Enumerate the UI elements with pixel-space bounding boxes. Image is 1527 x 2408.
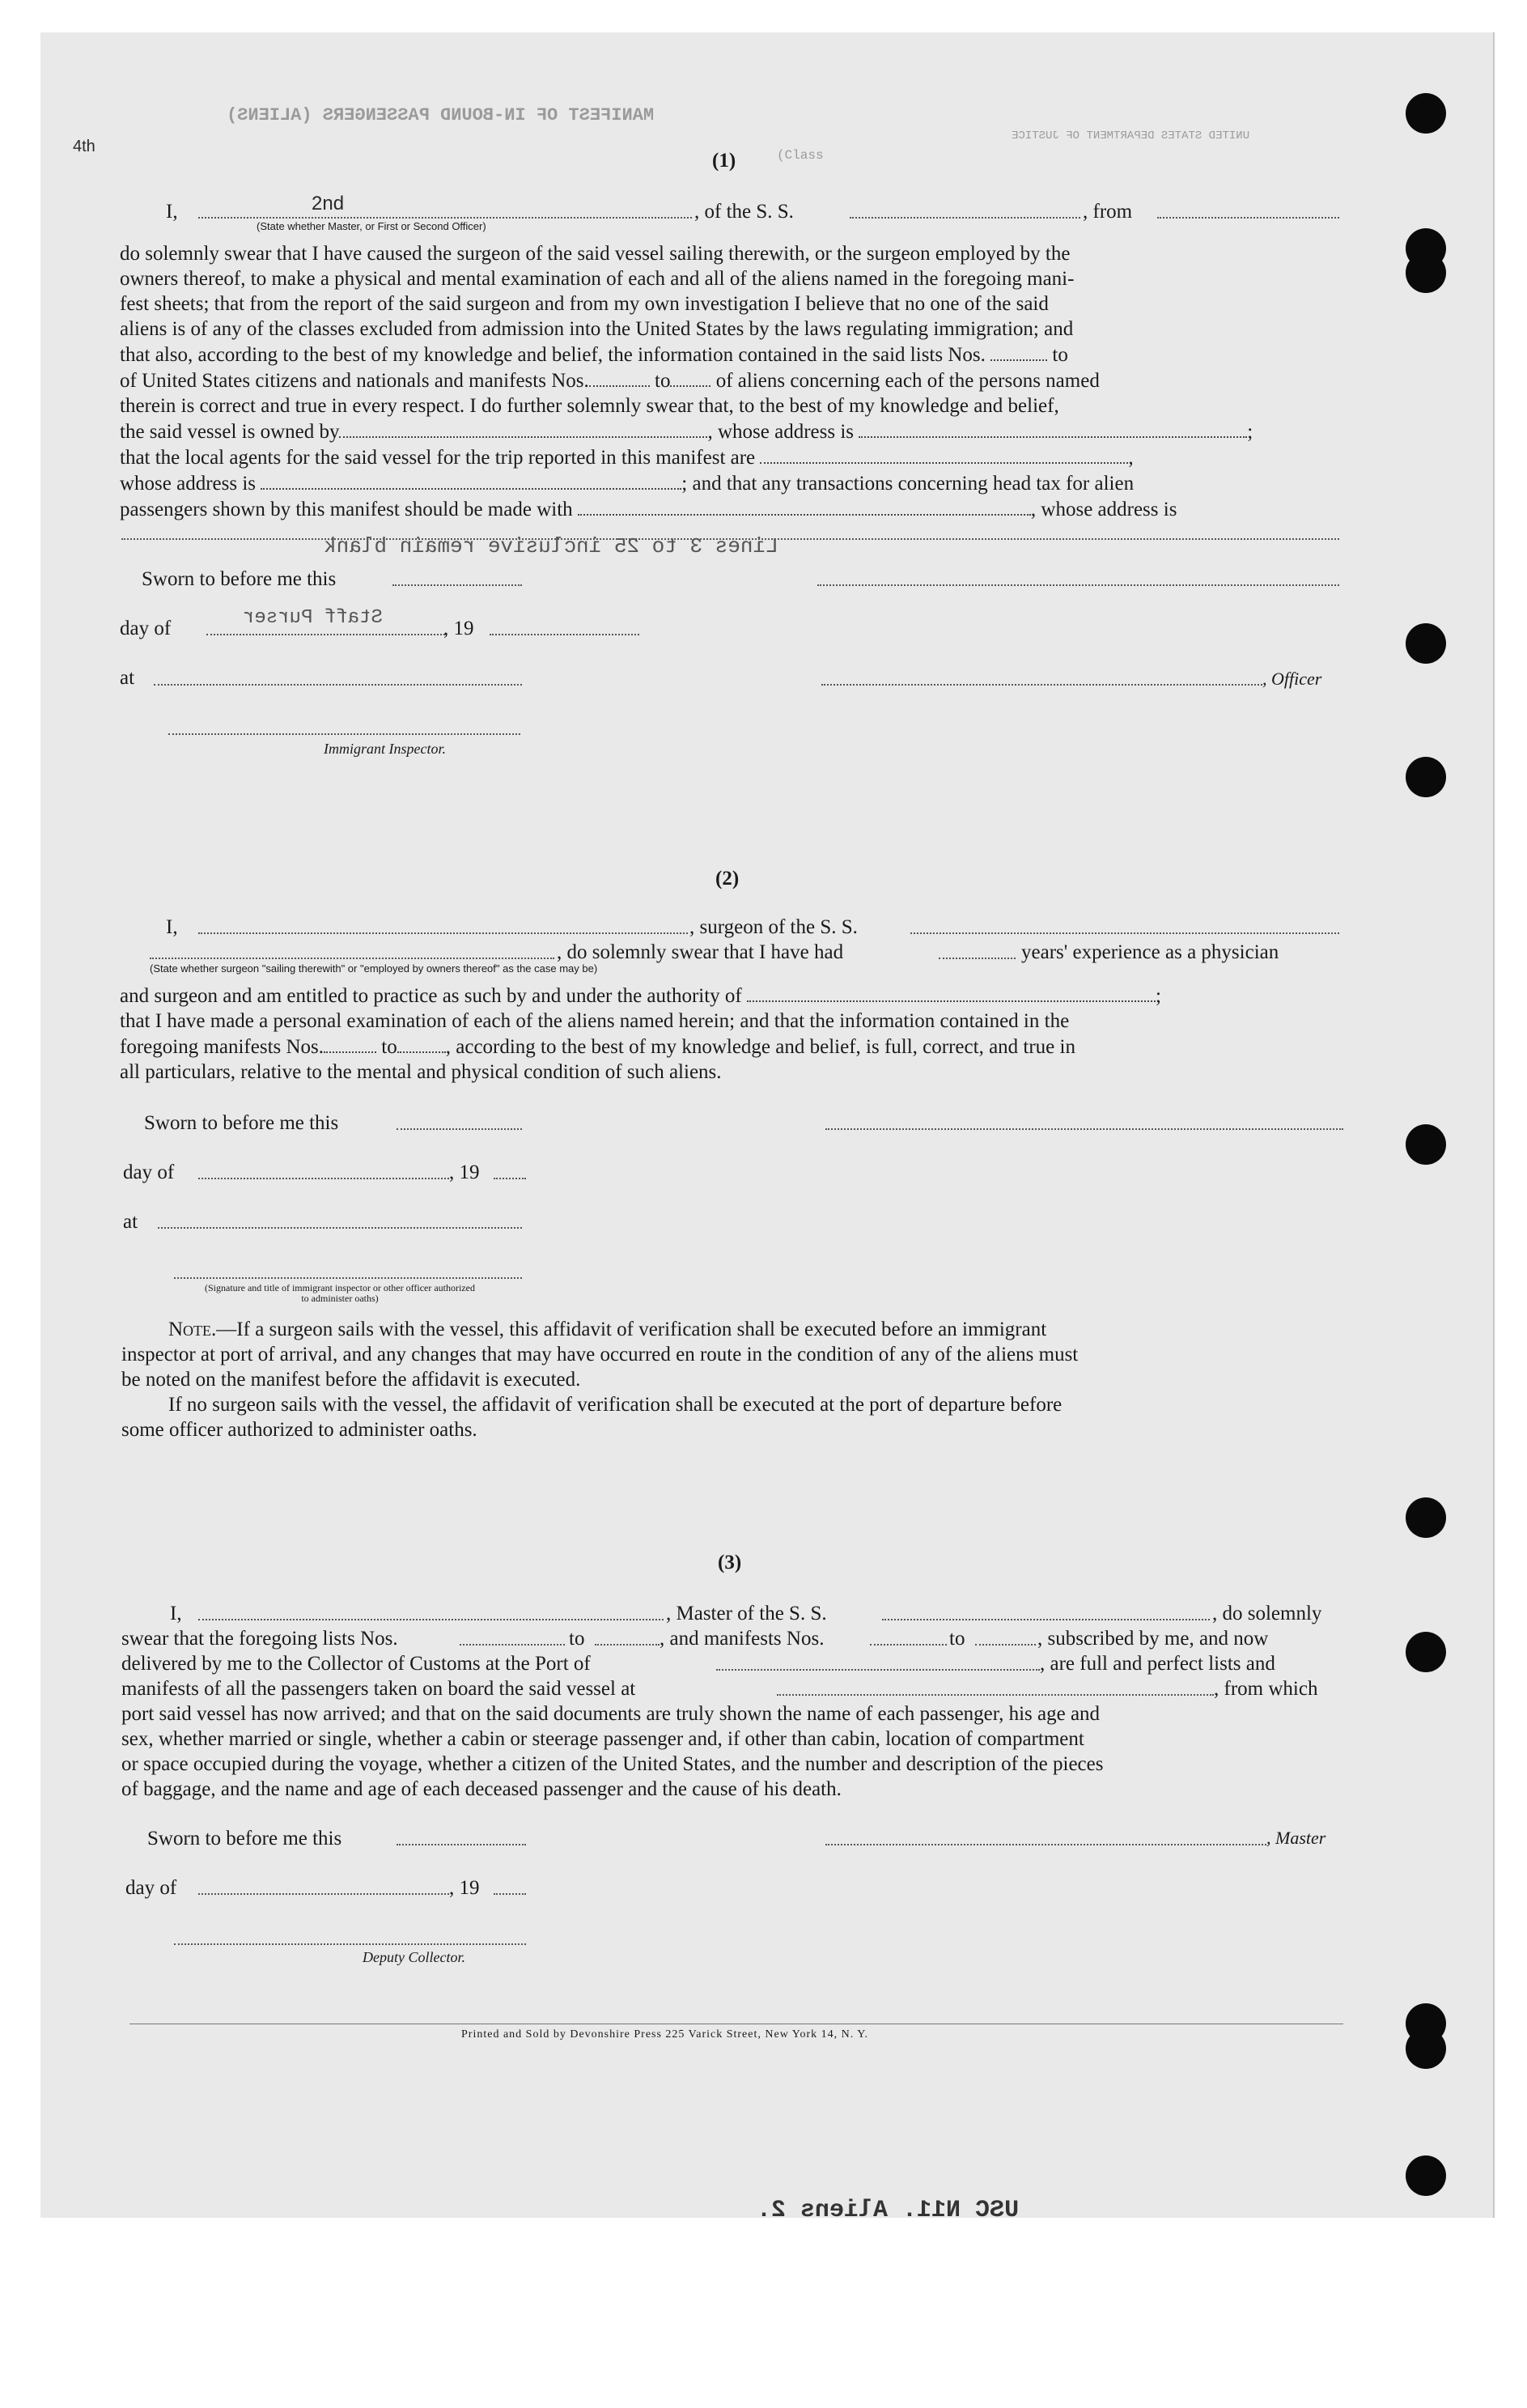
s2-name-field[interactable] bbox=[198, 932, 688, 934]
punch-hole bbox=[1406, 1632, 1446, 1672]
s3-line4b: , from which bbox=[1214, 1678, 1318, 1700]
s1-immigrant-inspector: Immigrant Inspector. bbox=[324, 741, 446, 757]
s3-line: or space occupied during the voyage, whether a citizen of the United States, and the number and description of the pieces bbox=[121, 1753, 1104, 1775]
punch-hole bbox=[1406, 2028, 1446, 2069]
s1-day-of: day of bbox=[120, 618, 172, 639]
s2-line: that I have made a personal examination of each of the aliens named herein; and that the information contained in the bbox=[120, 1010, 1070, 1032]
s1-staff-purser: Staff Purser bbox=[243, 607, 383, 629]
s2-surgeon-of: , surgeon of the S. S. bbox=[689, 916, 858, 938]
s1-filled-rank: 2nd bbox=[312, 193, 345, 214]
s1-sworn-field[interactable] bbox=[392, 584, 522, 586]
s3-deputy-collector: Deputy Collector. bbox=[363, 1949, 465, 1965]
s2-note-block bbox=[121, 1317, 1343, 1442]
s2-signature-field[interactable] bbox=[825, 1128, 1343, 1130]
s1-at: at bbox=[120, 667, 135, 689]
s1-year: , 19 bbox=[443, 618, 474, 639]
s3-line: port said vessel has now arrived; and that on the said documents are truly shown the name of each passenger, his age and bbox=[121, 1703, 1101, 1725]
s2-line: all particulars, relative to the mental and physical condition of such aliens. bbox=[120, 1061, 722, 1083]
s3-collector-line[interactable] bbox=[174, 1943, 526, 1945]
s3-day-of: day of bbox=[125, 1877, 177, 1899]
s2-ship-field[interactable] bbox=[910, 932, 1339, 934]
s1-line: that the local agents for the said vessel for the trip reported in this manifest are , bbox=[120, 444, 1342, 470]
s1-body bbox=[120, 241, 1342, 522]
s1-i: I, bbox=[166, 201, 178, 223]
punch-hole bbox=[1406, 1497, 1446, 1538]
s1-line-note: (State whether Master, or First or Second Officer) bbox=[257, 220, 486, 232]
s3-line4a: manifests of all the passengers taken on board the said vessel at bbox=[121, 1678, 636, 1700]
s1-line: the said vessel is owned by , whose address is ; bbox=[120, 418, 1342, 444]
s3-master-of: , Master of the S. S. bbox=[666, 1603, 827, 1624]
s1-line: therein is correct and true in every respect. I do further solemnly swear that, to the best of my knowledge and belief, bbox=[120, 395, 1059, 417]
s3-line3b: , are full and perfect lists and bbox=[1040, 1653, 1275, 1675]
section-1-number: (1) bbox=[712, 150, 736, 172]
s3-manifests-from[interactable] bbox=[870, 1644, 947, 1646]
s2-note-line: If no surgeon sails with the vessel, the affidavit of verification shall be executed at the port of departure before bbox=[168, 1394, 1063, 1416]
punch-hole bbox=[1406, 623, 1446, 664]
s1-line: passengers shown by this manifest should be made with , whose address is bbox=[120, 496, 1342, 522]
s2-year-field[interactable] bbox=[494, 1178, 526, 1179]
s3-line: of baggage, and the name and age of each deceased passenger and the cause of his death. bbox=[121, 1778, 842, 1800]
s2-line2-field[interactable] bbox=[150, 958, 554, 959]
s2-inspector-line[interactable] bbox=[174, 1277, 522, 1279]
s3-line2b: , and manifests Nos. bbox=[660, 1628, 825, 1650]
s2-i: I, bbox=[166, 916, 178, 938]
s2-at-field[interactable] bbox=[158, 1227, 522, 1229]
s3-solemnly: , do solemnly bbox=[1212, 1603, 1322, 1624]
section-3-number: (3) bbox=[718, 1552, 742, 1573]
s1-of-ss: , of the S. S. bbox=[694, 201, 794, 223]
s2-sworn-field[interactable] bbox=[397, 1128, 522, 1130]
ghost-title: MANIFEST OF IN-BOUND PASSENGERS (ALIENS) bbox=[227, 105, 655, 125]
s2-body bbox=[120, 983, 1342, 1085]
ghost-class: (Class bbox=[777, 148, 824, 163]
s3-line3a: delivered by me to the Collector of Customs at the Port of bbox=[121, 1653, 591, 1675]
s3-name-field[interactable] bbox=[198, 1619, 664, 1620]
s1-signature-field[interactable] bbox=[817, 584, 1339, 586]
s1-from: , from bbox=[1083, 201, 1133, 223]
s1-line: fest sheets; that from the report of the said surgeon and from my own investigation I believe that no one of the said bbox=[120, 293, 1049, 315]
s3-year-field[interactable] bbox=[494, 1893, 526, 1895]
s3-master-label: , Master bbox=[1266, 1828, 1326, 1848]
s1-year-field[interactable] bbox=[490, 634, 639, 635]
s1-ship-field[interactable] bbox=[850, 217, 1080, 219]
s3-i: I, bbox=[170, 1603, 182, 1624]
s3-body bbox=[121, 1701, 1343, 1802]
s1-stamp: Lines 3 to 25 inclusive remain blank bbox=[324, 534, 778, 558]
s2-at: at bbox=[123, 1211, 138, 1233]
s1-line: aliens is of any of the classes excluded from admission into the United States by the laws regulating immigration; and bbox=[120, 318, 1074, 340]
s2-note-line: be noted on the manifest before the affidavit is executed. bbox=[121, 1369, 581, 1391]
s3-year: , 19 bbox=[449, 1877, 480, 1899]
punch-hole bbox=[1406, 2155, 1446, 2196]
s3-day-field[interactable] bbox=[198, 1893, 449, 1895]
s1-line: owners thereof, to make a physical and mental examination of each and all of the aliens named in the foregoing mani- bbox=[120, 268, 1075, 290]
s3-vessel-at-field[interactable] bbox=[777, 1694, 1214, 1696]
s2-sworn: Sworn to before me this bbox=[144, 1112, 339, 1134]
ghost-right: UNITED STATES DEPARTMENT OF JUSTICE bbox=[1012, 130, 1250, 142]
s3-port-field[interactable] bbox=[716, 1669, 1040, 1671]
s2-note-line: some officer authorized to administer oaths. bbox=[121, 1419, 477, 1441]
s2-line: and surgeon and am entitled to practice as such by and under the authority of ; bbox=[120, 983, 1342, 1009]
s3-line2a: swear that the foregoing lists Nos. bbox=[121, 1628, 398, 1650]
s3-to1: to bbox=[569, 1628, 585, 1650]
s2-experience: years' experience as a physician bbox=[1021, 941, 1279, 963]
s3-line2c: , subscribed by me, and now bbox=[1037, 1628, 1269, 1650]
s3-to2: to bbox=[949, 1628, 965, 1650]
s2-day-of: day of bbox=[123, 1162, 175, 1183]
s1-officer-label: , Officer bbox=[1262, 669, 1322, 689]
punch-hole bbox=[1406, 253, 1446, 293]
s2-sig-caption: (Signature and title of immigrant inspector or other officer authorized to administer oaths) bbox=[204, 1282, 475, 1304]
s1-line: of United States citizens and nationals and manifests Nos. to of aliens concerning each of the persons named bbox=[120, 367, 1342, 393]
section-2-number: (2) bbox=[715, 868, 740, 890]
printer-imprint: Printed and Sold by Devonshire Press 225 Varick Street, New York 14, N. Y. bbox=[461, 2028, 869, 2041]
s1-line: do solemnly swear that I have caused the surgeon of the said vessel sailing therewith, or the surgeon employed by the bbox=[120, 243, 1071, 265]
s2-day-field[interactable] bbox=[198, 1178, 449, 1179]
s2-note: (State whether surgeon "sailing therewith" or "employed by owners thereof" as the case may be) bbox=[150, 962, 598, 975]
s1-day-field[interactable] bbox=[206, 634, 445, 635]
s3-sworn: Sworn to before me this bbox=[147, 1828, 342, 1850]
mirrored-stamp: USC N11. Aliens 2. bbox=[757, 2197, 1020, 2224]
margin-mark: 4th bbox=[73, 138, 95, 155]
s3-ship-field[interactable] bbox=[882, 1619, 1210, 1620]
s1-from-field[interactable] bbox=[1157, 217, 1339, 219]
punch-hole bbox=[1406, 93, 1446, 134]
s2-note-line: inspector at port of arrival, and any changes that may have occurred en route in the condition of any of the aliens must bbox=[121, 1344, 1079, 1365]
s3-line: sex, whether married or single, whether a cabin or steerage passenger and, if other than cabin, location of compartment bbox=[121, 1728, 1084, 1750]
s2-swear: , do solemnly swear that I have had bbox=[557, 941, 844, 963]
s2-note-line: Note.—If a surgeon sails with the vessel, this affidavit of verification shall be executed before an immigrant bbox=[168, 1319, 1047, 1340]
s3-sworn-field[interactable] bbox=[397, 1844, 526, 1845]
s1-line: whose address is ; and that any transactions concerning head tax for alien bbox=[120, 470, 1342, 496]
s1-inspector-line[interactable] bbox=[168, 733, 520, 735]
s3-lists-to[interactable] bbox=[595, 1644, 660, 1646]
s1-line: that also, according to the best of my knowledge and belief, the information contained in the said lists Nos. to bbox=[120, 342, 1342, 367]
s2-line: foregoing manifests Nos. to , according to the best of my knowledge and belief, is full, correct, and true in bbox=[120, 1034, 1342, 1060]
s1-at-field[interactable] bbox=[154, 684, 522, 686]
s2-years-field[interactable] bbox=[939, 958, 1016, 959]
s3-manifests-to[interactable] bbox=[975, 1644, 1036, 1646]
s2-year: , 19 bbox=[449, 1162, 480, 1183]
punch-hole bbox=[1406, 757, 1446, 797]
punch-hole bbox=[1406, 1124, 1446, 1165]
s3-lists-from[interactable] bbox=[460, 1644, 565, 1646]
s1-officer-field[interactable] bbox=[821, 684, 1262, 686]
s1-sworn: Sworn to before me this bbox=[142, 568, 337, 590]
s1-name-field[interactable] bbox=[198, 217, 692, 219]
s3-master-field[interactable] bbox=[825, 1844, 1266, 1845]
